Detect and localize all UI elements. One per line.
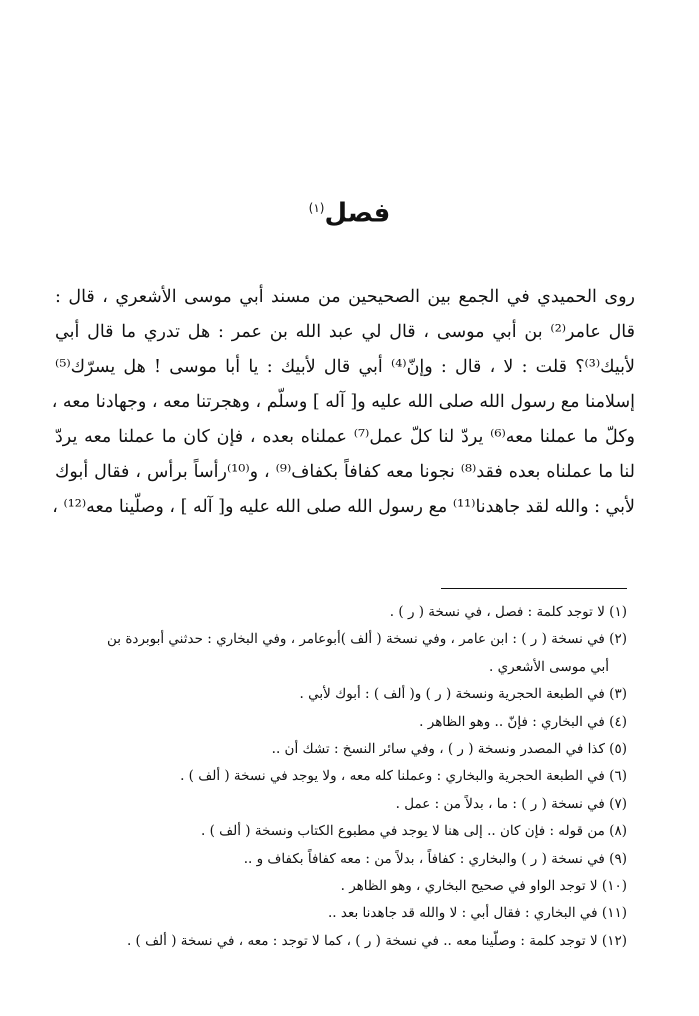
footnote: (٦) في الطبعة الحجرية والبخاري : وعملنا كله معه ، ولا يوجد في نسخة ( ألف ) . xyxy=(180,768,627,785)
footnote: (٩) في نسخة ( ر ) والبخاري : كفافاً ، بدلاً من : معه كفافاً بكفاف و .. xyxy=(243,850,627,867)
section-heading xyxy=(0,188,699,234)
section-heading-text: فصل xyxy=(324,198,391,229)
body-text xyxy=(51,280,636,525)
body-line: لنا ما عملناه بعده فقد⁽⁸⁾ نجونا معه كفافاً بكفاف⁽⁹⁾ ، و⁽¹⁰⁾رأساً برأس ، فقال أبوك xyxy=(55,462,636,482)
footnote: (١١) في البخاري : فقال أبي : لا والله قد جاهدنا بعد .. xyxy=(328,905,627,922)
body-line: روى الحميدي في الجمع بين الصحيحين من مسند أبي موسى الأشعري ، قال : xyxy=(55,287,635,307)
footnote: (٧) في نسخة ( ر ) : ما ، بدلاً من : عمل . xyxy=(395,795,627,812)
body-line: قال عامر⁽²⁾ بن أبي موسى ، قال لي عبد الله بن عمر : هل تدري ما قال أبي xyxy=(55,322,635,342)
footnote: (١٠) لا توجد الواو في صحيح البخاري ، وهو الظاهر . xyxy=(340,877,627,894)
footnote: (٢) في نسخة ( ر ) : ابن عامر ، وفي نسخة ( ألف )أبوعامر ، وفي البخاري : حدثني أبوبردة بن xyxy=(107,631,627,648)
footnote: (١٢) لا توجد كلمة : وصلّينا معه .. في نسخة ( ر ) ، كما لا توجد : معه ، في نسخة ( ألف ) . xyxy=(126,932,627,949)
footnote: (٥) كذا في المصدر ونسخة ( ر ) ، وفي سائر النسخ : تشك أن .. xyxy=(271,740,627,757)
body-line: وكلّ ما عملنا معه⁽⁶⁾ يردّ لنا كلّ عمل⁽⁷⁾ عملناه بعده ، فإن كان ما عملنا معه يردّ xyxy=(55,427,635,447)
footnote: (٤) في البخاري : فإنّ .. وهو الظاهر . xyxy=(419,713,627,730)
footnote: (٨) من قوله : فإن كان .. إلى هنا لا يوجد في مطبوع الكتاب ونسخة ( ألف ) . xyxy=(201,823,627,840)
body-line: إسلامنا مع رسول الله صلى الله عليه و[ آله ] وسلّم ، وهجرتنا معه ، وجهادنا معه ، xyxy=(51,392,635,412)
footnote-separator xyxy=(441,588,627,589)
heading-footnote-ref: (١) xyxy=(308,201,325,215)
footnote: (١) لا توجد كلمة : فصل ، في نسخة ( ر ) . xyxy=(389,604,627,620)
body-line: لأبي : والله لقد جاهدنا⁽¹¹⁾ مع رسول الله صلى الله عليه و[ آله ] ، وصلّينا معه⁽¹²⁾ ، xyxy=(52,497,635,517)
footnotes xyxy=(60,599,627,955)
footnote-continuation: أبي موسى الأشعري . xyxy=(489,658,609,675)
body-line: لأبيك⁽³⁾؟ قلت : لا ، قال : وإنّ⁽⁴⁾ أبي قال لأبيك : يا أبا موسى ! هل يسرّك⁽⁵⁾ xyxy=(55,357,635,377)
footnote: (٣) في الطبعة الحجرية ونسخة ( ر ) و( ألف ) : أبوك لأبي . xyxy=(299,686,627,703)
